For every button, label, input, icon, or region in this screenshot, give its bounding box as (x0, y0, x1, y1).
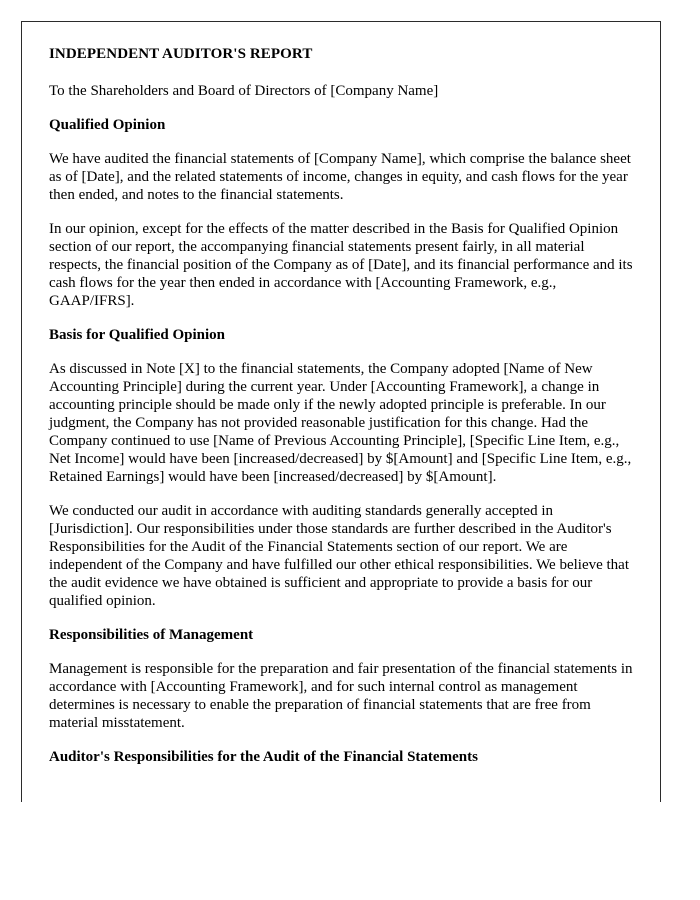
paragraph: As discussed in Note [X] to the financial statements, the Company adopted [Name of New Accounting Principle] during the current year. Under [Accounting Framework], a change in accounting principle should be made only if the newly adopted principle is preferable. In our judgment, the Company has not provided reasonable justification for this change. Had the Company continued to use [Name of Previous Accounting Principle], [Specific Line Item, e.g., Net Income] would have been [increased/decreased] by $[Amount] and [Specific Line Item, e.g., Retained Earnings] would have been [increased/decreased] by $[Amount]. (49, 361, 632, 485)
paragraph: We conducted our audit in accordance with auditing standards generally accepted in [Jurisdiction]. Our responsibilities under those standards are further described in the Auditor's Responsibilities for the Audit of the Financial Statements section of our report. We are independent of the Company and have fulfilled our other ethical responsibilities. We believe that the audit evidence we have obtained is sufficient and appropriate to provide a basis for our qualified opinion. (49, 503, 630, 609)
paragraph: In our opinion, except for the effects of the matter described in the Basis for Qualified Opinion section of our report, the accompanying financial statements present fairly, in all material respects, the financial position of the Company as of [Date], and its financial performance and its cash flows for the year then ended in accordance with [Accounting Framework, e.g., GAAP/IFRS]. (49, 221, 633, 309)
addressee-line: To the Shareholders and Board of Directors of [Company Name] (49, 83, 439, 99)
section-heading-basis-for-qualified-opinion: Basis for Qualified Opinion (49, 327, 226, 343)
section-heading-qualified-opinion: Qualified Opinion (49, 117, 166, 133)
section-heading-auditors-responsibilities: Auditor's Responsibilities for the Audit of the Financial Statements (49, 749, 478, 765)
document-body (49, 45, 636, 767)
page-title: INDEPENDENT AUDITOR'S REPORT (49, 46, 313, 62)
paragraph: We have audited the financial statements of [Company Name], which comprise the balance sheet as of [Date], and the related statements of income, changes in equity, and cash flows for the year then ended, and notes to the financial statements. (49, 151, 631, 203)
section-heading-responsibilities-of-management: Responsibilities of Management (49, 627, 254, 643)
document-page-frame (21, 21, 661, 802)
paragraph: Management is responsible for the preparation and fair presentation of the financial statements in accordance with [Accounting Framework], and for such internal control as management determines is necessary to enable the preparation of financial statements that are free from material misstatement. (49, 661, 633, 731)
